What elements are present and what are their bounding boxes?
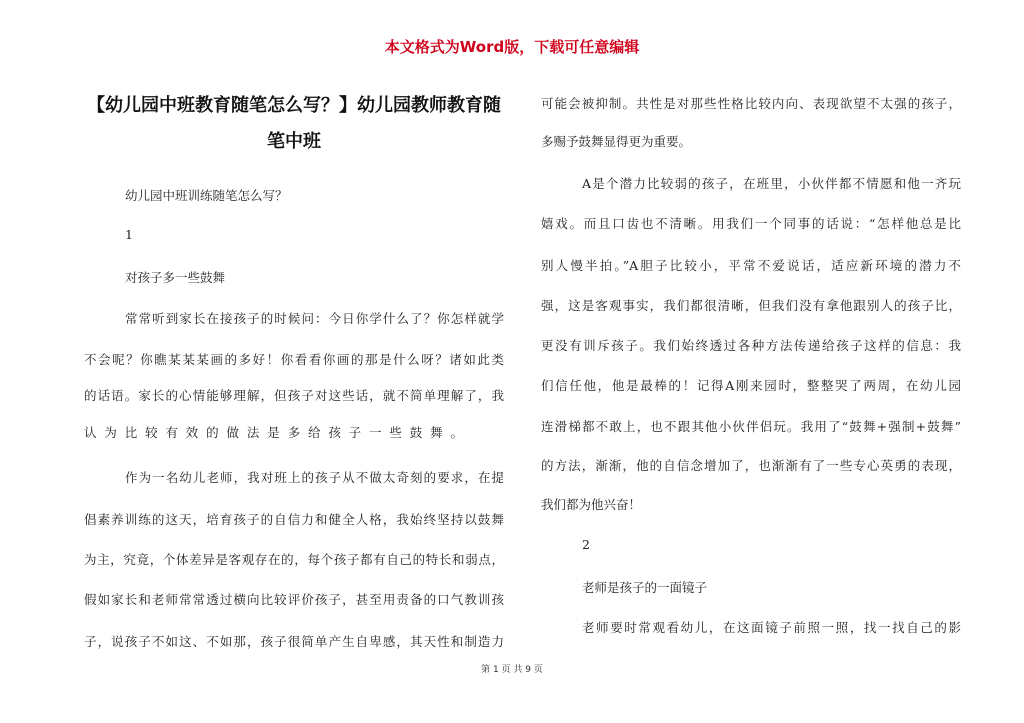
paragraph-line: 不会呢？你瞧某某某画的多好！你看看你画的那是什么呀？诸如此类 xyxy=(84,352,504,367)
download-banner: 本文格式为Word版，下载可任意编辑 xyxy=(384,38,640,56)
paragraph-line: 倡素养训练的这天，培育孩子的自信力和健全人格，我始终坚持以鼓舞 xyxy=(84,512,504,527)
paragraph-line: 嬉戏。而且口齿也不清晰。用我们一个同事的话说：“怎样他总是比 xyxy=(541,216,961,231)
page-footer: 第 1 页 共 9 页 xyxy=(481,665,543,675)
paragraph-line: 的话语。家长的心情能够理解，但孩子对这些话，就不简单理解了，我 xyxy=(84,388,504,403)
paragraph-line: 我们都为他兴奋！ xyxy=(541,497,642,512)
paragraph-line: 可能会被抑制。共性是对那些性格比较内向、表现欲望不太强的孩子， xyxy=(541,96,961,111)
paragraph-line: 常常听到家长在接孩子的时候问：今日你学什么了？你怎样就学 xyxy=(125,311,504,326)
paragraph-line: 1 xyxy=(125,227,133,242)
paragraph-line: 对孩子多一些鼓舞 xyxy=(125,270,226,285)
document-title xyxy=(84,88,504,160)
title-line-1: 【幼儿园中班教育随笔怎么写？】幼儿园教师教育随 xyxy=(87,95,501,116)
paragraph-line: 假如家长和老师常常透过横向比较评价孩子，甚至用责备的口气教训孩 xyxy=(84,592,504,607)
paragraph-line: 多赐予鼓舞显得更为重要。 xyxy=(541,134,692,149)
paragraph-line: 幼儿园中班训练随笔怎么写？ xyxy=(125,188,288,203)
paragraph-line: A是个潜力比较弱的孩子，在班里，小伙伴都不情愿和他一齐玩 xyxy=(582,176,961,191)
paragraph-line: 子，说孩子不如这、不如那，孩子很简单产生自卑感，其天性和制造力 xyxy=(84,634,504,649)
paragraph-line: 老师是孩子的一面镜子 xyxy=(582,580,708,595)
paragraph-line: 老师要时常观看幼儿，在这面镜子前照一照，找一找自己的影 xyxy=(582,620,961,635)
paragraph-line: 作为一名幼儿老师，我对班上的孩子从不做太奇刻的要求，在提 xyxy=(125,470,504,485)
paragraph-line: 为主，究竟，个体差异是客观存在的，每个孩子都有自己的特长和弱点， xyxy=(84,552,504,567)
paragraph-line: 们信任他，他是最棒的！记得A刚来园时，整整哭了两周，在幼儿园 xyxy=(541,378,961,393)
paragraph-line: 的方法，渐渐，他的自信念增加了，也渐渐有了一些专心英勇的表现， xyxy=(541,458,961,473)
paragraph-line: 连滑梯都不敢上，也不跟其他小伙伴侣玩。我用了“鼓舞+强制+鼓舞” xyxy=(541,419,961,434)
paragraph-line: 强，这是客观事实，我们都很清晰，但我们没有拿他跟别人的孩子比， xyxy=(541,298,961,313)
paragraph-line: 更没有训斥孩子。我们始终透过各种方法传递给孩子这样的信息：我 xyxy=(541,338,961,353)
title-line-2: 笔中班 xyxy=(267,131,321,152)
paragraph-line: 别人慢半拍。”A胆子比较小，平常不爱说话，适应新环境的潜力不 xyxy=(541,258,961,273)
paragraph-line: 认为比较有效的做法是多给孩子一些鼓舞。 xyxy=(84,425,463,440)
paragraph-line: 2 xyxy=(582,537,590,552)
